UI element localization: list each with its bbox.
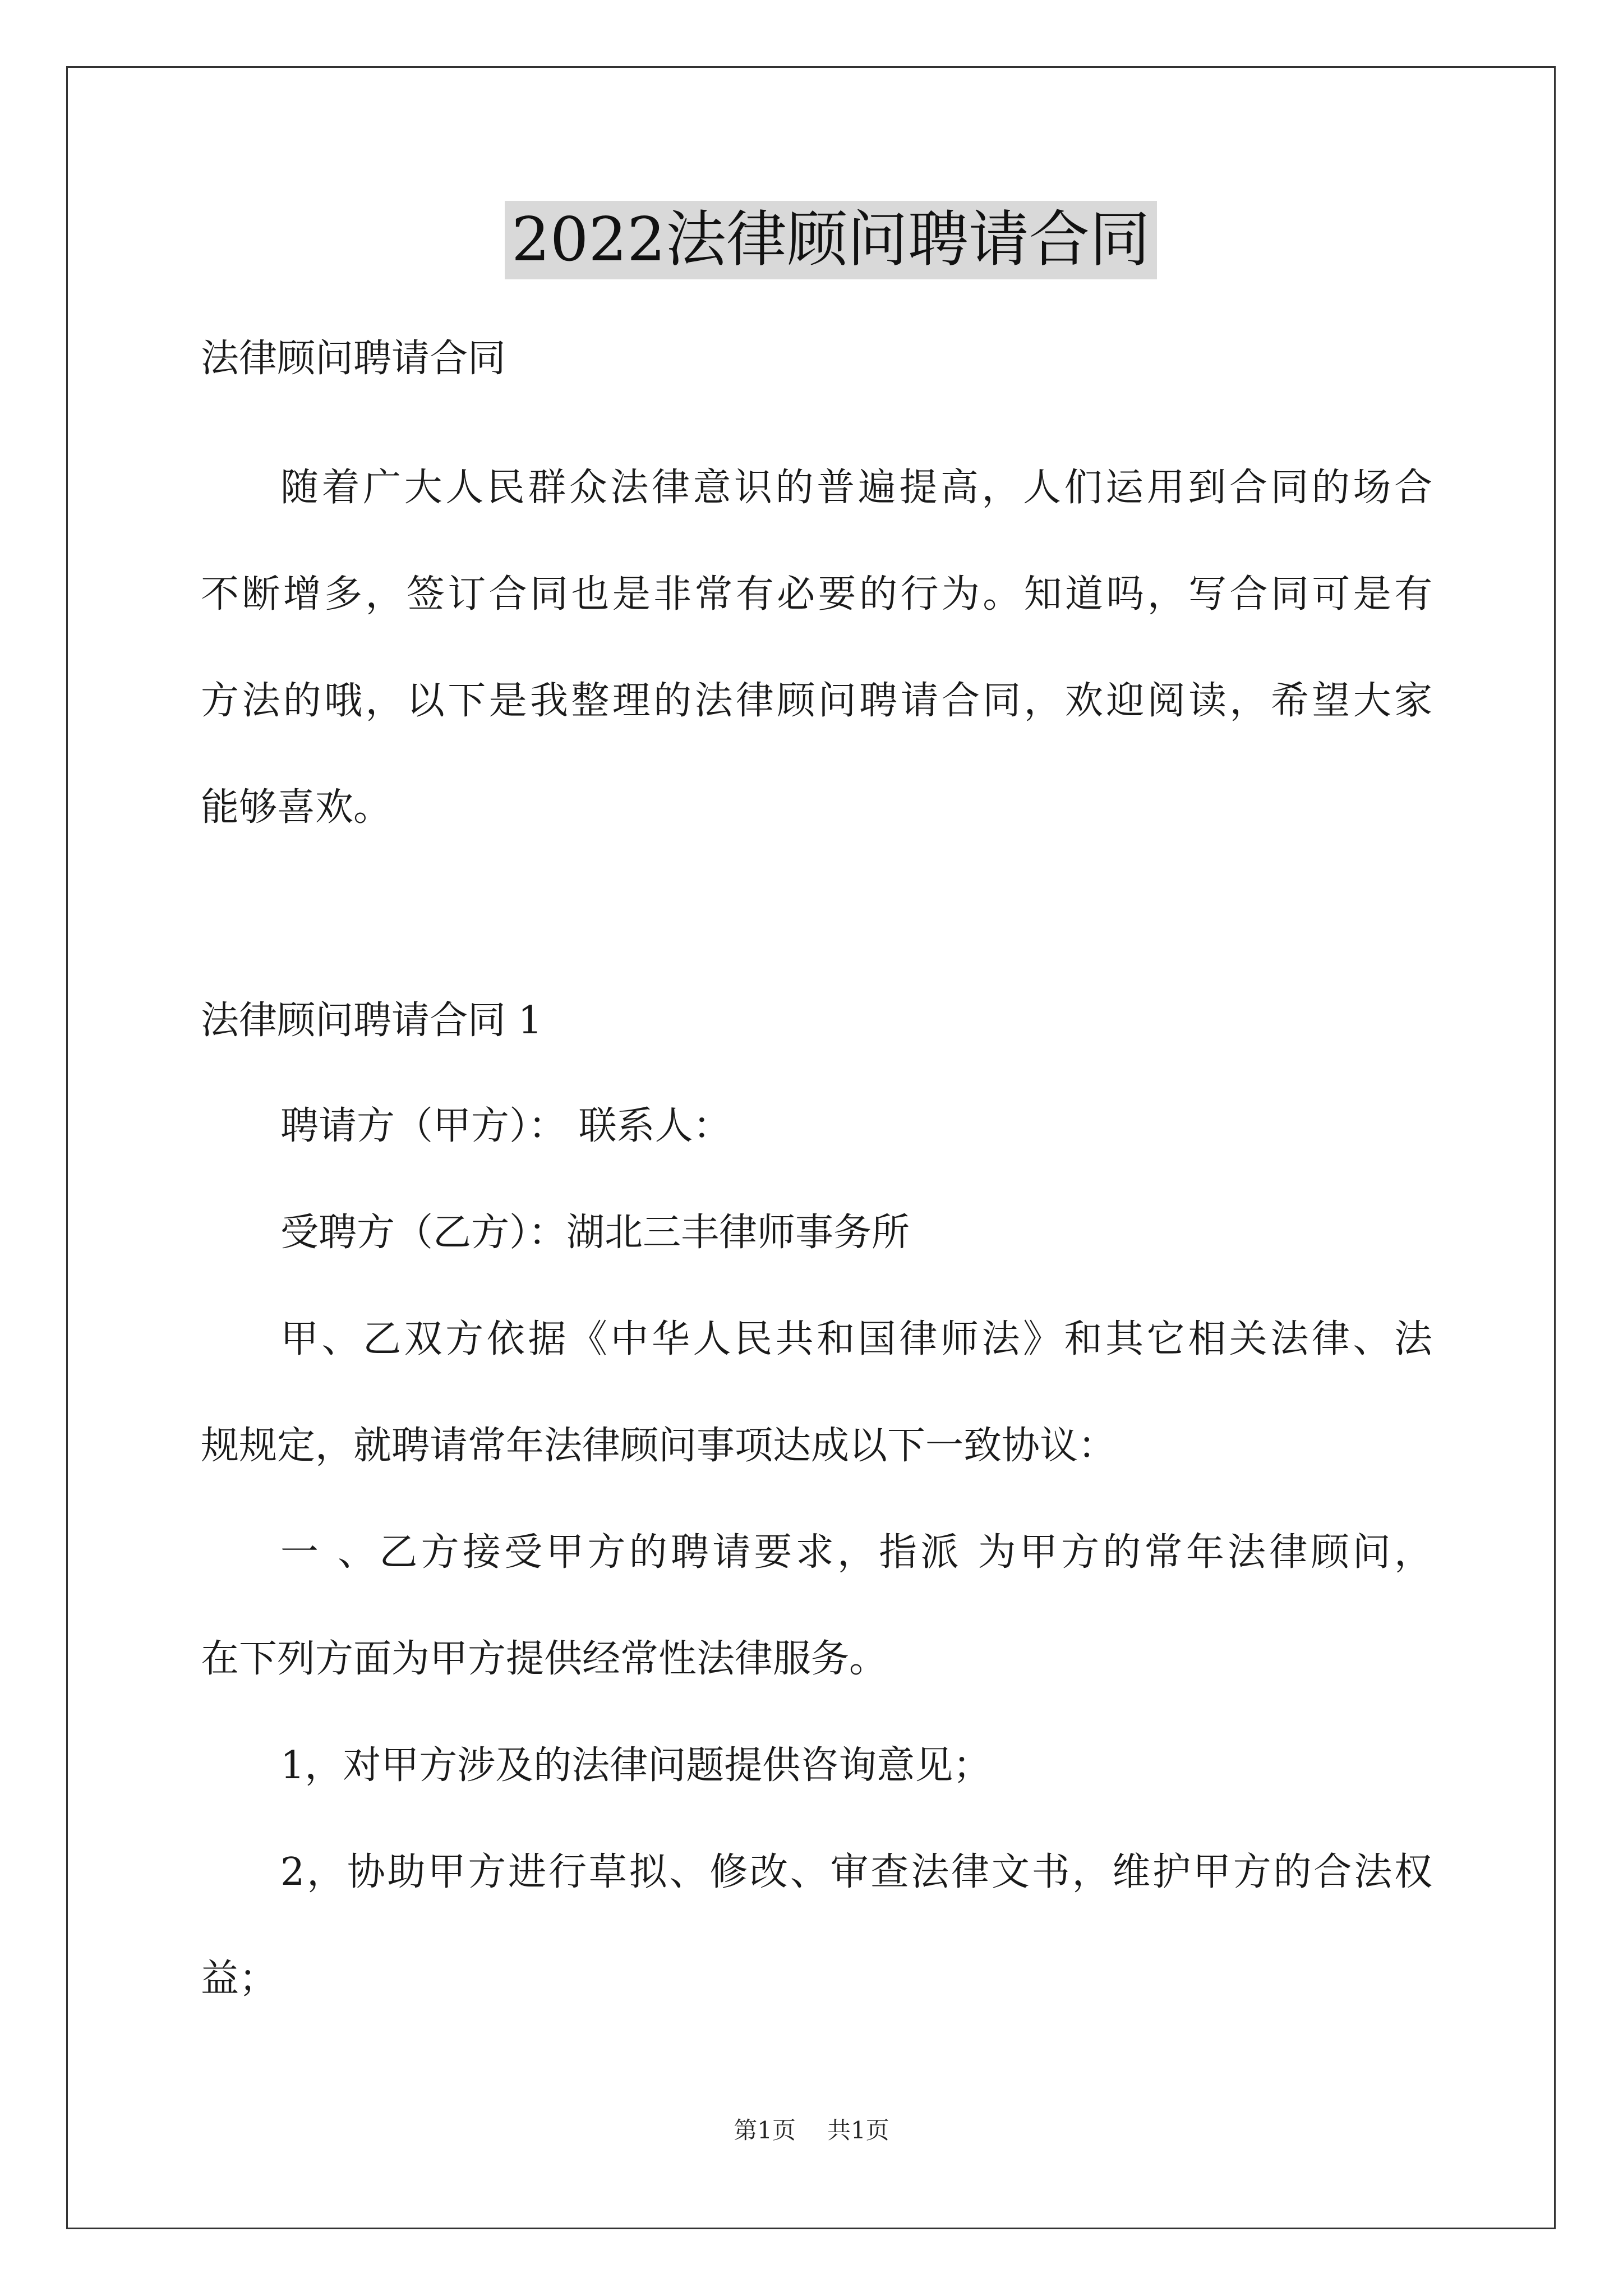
item-2-line-1: 2，协助甲方进行草拟、修改、审查法律文书，维护甲方的合法权 bbox=[280, 1850, 1432, 1894]
intro-line-1: 随着广大人民群众法律意识的普遍提高，人们运用到合同的场合 bbox=[280, 466, 1432, 510]
item-2-line-2: 益； bbox=[201, 1957, 278, 2001]
agreement-line-2: 规规定，就聘请常年法律顾问事项达成以下一致协议： bbox=[201, 1424, 1117, 1468]
document-title: 2022法律顾问聘请合同 bbox=[505, 201, 1157, 279]
intro-line-2: 不断增多，签订合同也是非常有必要的行为。知道吗，写合同可是有 bbox=[201, 572, 1432, 616]
party-b-line: 受聘方（乙方）：湖北三丰律师事务所 bbox=[280, 1211, 910, 1255]
section-heading: 法律顾问聘请合同 1 bbox=[201, 999, 542, 1043]
clause-one-line-1: 一 、乙方接受甲方的聘请要求，指派 为甲方的常年法律顾问， bbox=[280, 1530, 1432, 1575]
document-subtitle: 法律顾问聘请合同 bbox=[201, 337, 506, 381]
intro-line-4: 能够喜欢。 bbox=[201, 785, 392, 830]
item-1-line: 1，对甲方涉及的法律问题提供咨询意见； bbox=[280, 1743, 992, 1788]
page-footer bbox=[0, 2114, 1623, 2147]
intro-line-3: 方法的哦，以下是我整理的法律顾问聘请合同，欢迎阅读，希望大家 bbox=[201, 679, 1432, 723]
page-number: 第1页 bbox=[734, 2116, 796, 2144]
clause-one-line-2: 在下列方面为甲方提供经常性法律服务。 bbox=[201, 1637, 888, 1681]
page-total: 共1页 bbox=[827, 2116, 889, 2144]
party-a-line: 聘请方（甲方）： 联系人： bbox=[280, 1104, 731, 1148]
agreement-line-1: 甲、乙双方依据《中华人民共和国律师法》和其它相关法律、法 bbox=[280, 1317, 1432, 1361]
